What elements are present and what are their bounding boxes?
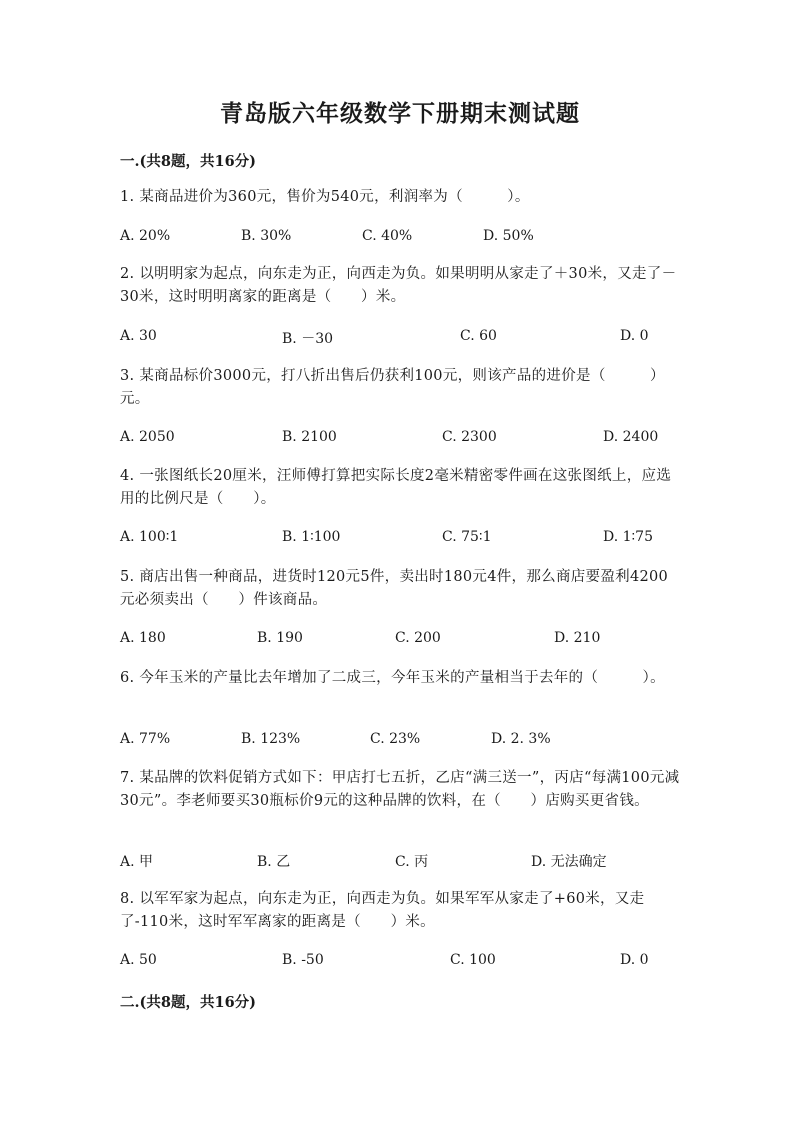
- question-7: 7. 某品牌的饮料促销方式如下：甲店打七五折，乙店“满三送一”，丙店“每满100元减30元”。李老师要买30瓶标价9元的这种品牌的饮料，在（ ）店购买更省钱。: [120, 770, 680, 809]
- section-heading-1: 一.(共8题，共16分): [120, 153, 257, 170]
- option-b[interactable]: B. 乙: [257, 854, 291, 870]
- section-heading-2: 二.(共8题，共16分): [120, 994, 257, 1011]
- options-2: [120, 328, 680, 350]
- options-8: [120, 952, 680, 974]
- option-b[interactable]: B. 190: [257, 630, 303, 646]
- question-1: 1. 某商品进价为360元，售价为540元，利润率为（ ）。: [120, 189, 530, 205]
- option-b[interactable]: B. 123%: [241, 731, 301, 747]
- option-c[interactable]: C. 60: [460, 328, 497, 344]
- question-2: 2. 以明明家为起点，向东走为正，向西走为负。如果明明从家走了＋30米，又走了－30米，这时明明离家的距离是（ ）米。: [120, 266, 677, 305]
- options-4: [120, 529, 680, 551]
- options-6: [120, 731, 680, 753]
- question-5: 5. 商店出售一种商品，进货时120元5件，卖出时180元4件，那么商店要盈利4200元必须卖出（ ）件该商品。: [120, 569, 669, 608]
- option-c[interactable]: C. 75∶1: [442, 529, 492, 545]
- option-a[interactable]: A. 20%: [120, 228, 171, 244]
- option-b[interactable]: B. 30%: [241, 228, 292, 244]
- option-d[interactable]: D. 50%: [483, 228, 534, 244]
- option-a[interactable]: A. 180: [120, 630, 166, 646]
- option-d[interactable]: D. 210: [554, 630, 601, 646]
- option-c[interactable]: C. 2300: [442, 429, 497, 445]
- option-b[interactable]: B. -50: [282, 952, 324, 968]
- options-3: [120, 429, 680, 451]
- option-d[interactable]: D. 1∶75: [603, 529, 653, 545]
- option-d[interactable]: D. 2. 3%: [491, 731, 551, 747]
- option-a[interactable]: A. 30: [120, 328, 157, 344]
- option-a[interactable]: A. 2050: [120, 429, 175, 445]
- option-c[interactable]: C. 40%: [362, 228, 413, 244]
- question-6: 6. 今年玉米的产量比去年增加了二成三，今年玉米的产量相当于去年的（ ）。: [120, 670, 665, 686]
- option-b[interactable]: B. 1∶100: [282, 529, 341, 545]
- option-d[interactable]: D. 0: [620, 328, 649, 344]
- question-8: 8. 以军军家为起点，向东走为正，向西走为负。如果军军从家走了+60米，又走了-110米，这时军军离家的距离是（ ）米。: [120, 891, 645, 930]
- option-a[interactable]: A. 77%: [120, 731, 171, 747]
- option-c[interactable]: C. 23%: [370, 731, 421, 747]
- option-a[interactable]: A. 50: [120, 952, 157, 968]
- option-d[interactable]: D. 无法确定: [531, 854, 607, 870]
- option-a[interactable]: A. 100∶1: [120, 529, 179, 545]
- option-d[interactable]: D. 0: [620, 952, 649, 968]
- option-b[interactable]: B. 2100: [282, 429, 337, 445]
- option-d[interactable]: D. 2400: [603, 429, 659, 445]
- option-a[interactable]: A. 甲: [120, 854, 154, 870]
- options-7: [120, 851, 680, 873]
- option-c[interactable]: C. 100: [450, 952, 496, 968]
- options-5: [120, 630, 680, 652]
- options-1: [120, 228, 680, 250]
- question-4: 4. 一张图纸长20厘米，汪师傅打算把实际长度2毫米精密零件画在这张图纸上，应选用的比例尺是（ ）。: [120, 468, 672, 507]
- option-c[interactable]: C. 200: [395, 630, 441, 646]
- page-title: 青岛版六年级数学下册期末测试题: [220, 100, 580, 127]
- option-c[interactable]: C. 丙: [395, 854, 429, 870]
- option-b[interactable]: B. －30: [282, 331, 334, 347]
- question-3: 3. 某商品标价3000元，打八折出售后仍获利100元，则该产品的进价是（ ）元。: [120, 368, 665, 407]
